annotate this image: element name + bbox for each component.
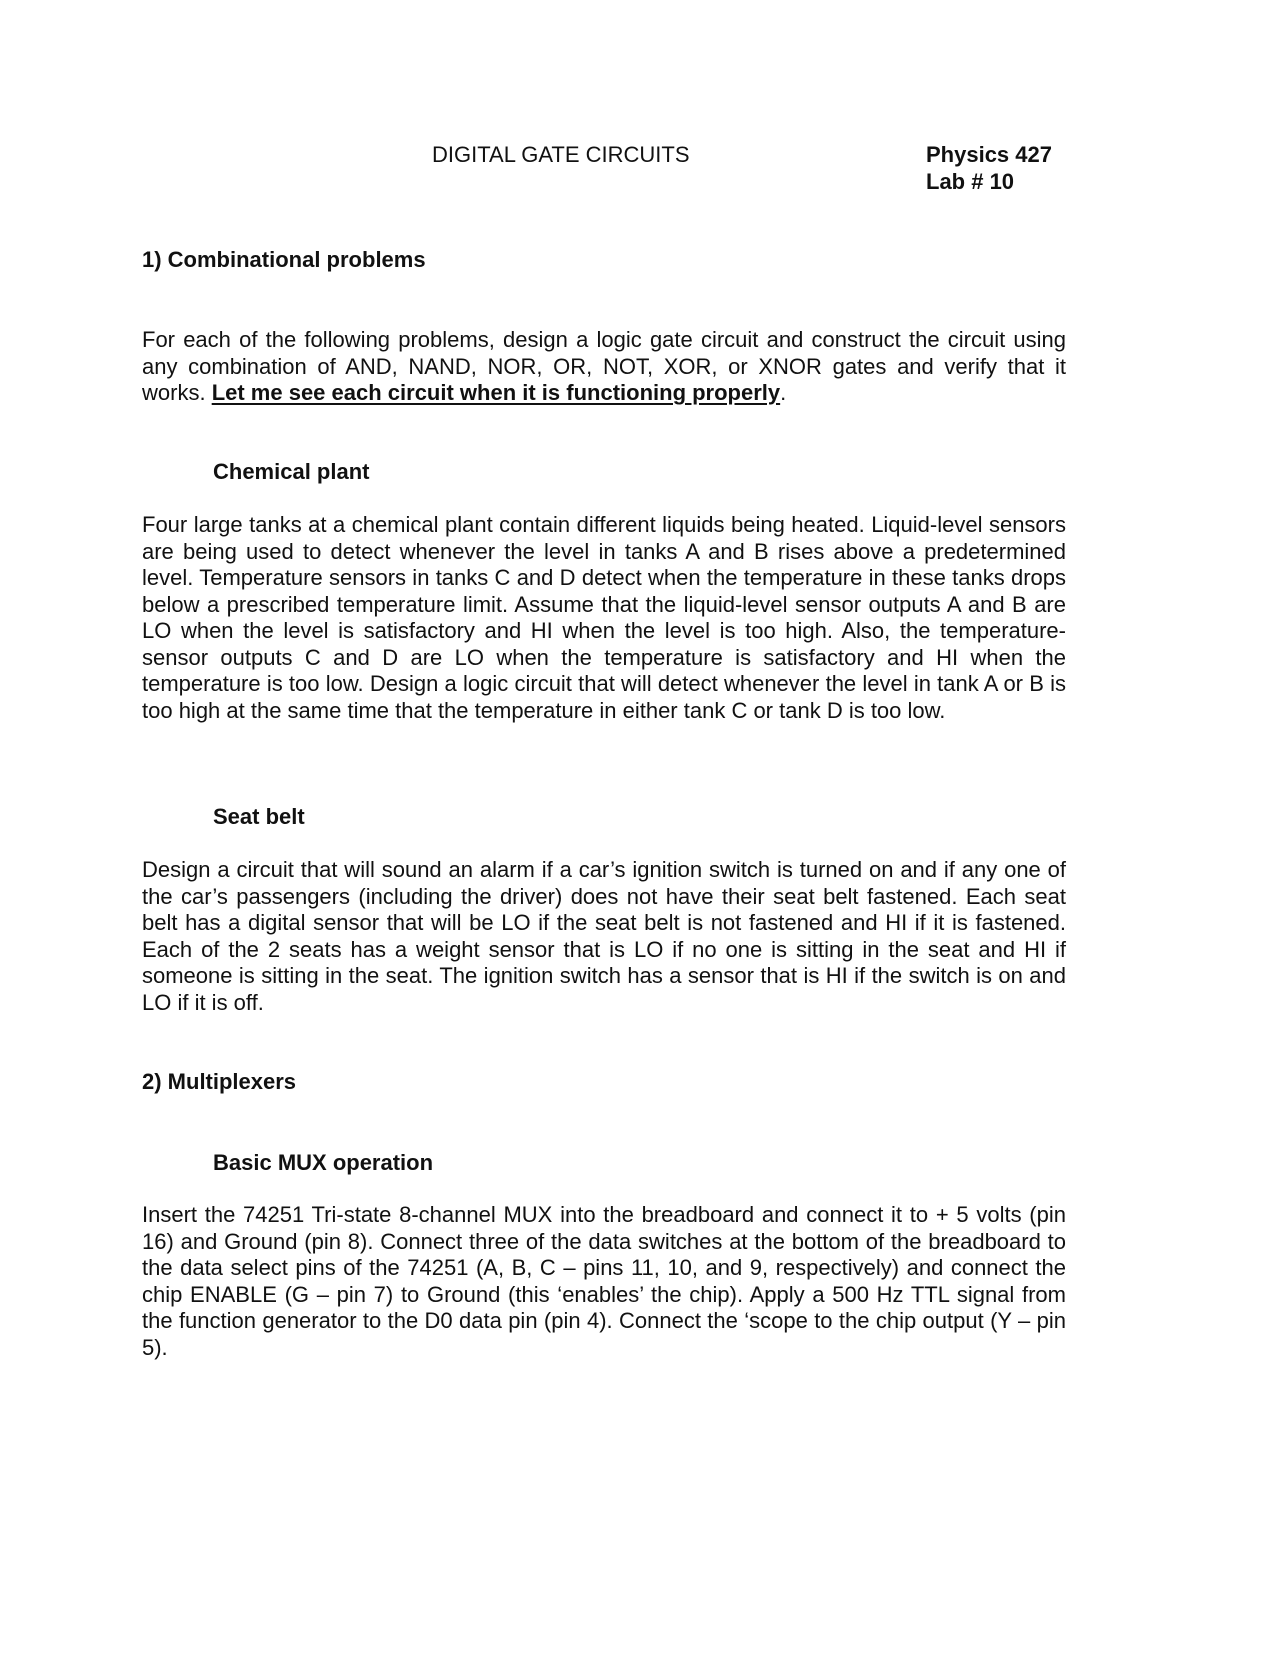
document-title: DIGITAL GATE CIRCUITS [432,142,690,167]
course-name: Physics 427 [926,142,1052,167]
seat-belt-text: Design a circuit that will sound an alarm if a car’s ignition switch is turned on and if any one of the car’s passengers (including the driver) does not have their seat belt fastened. Each seat belt has a digital sensor that will be LO if the seat belt is not fastened and HI if it is fastened. Each of the 2 seats has a weight sensor that is LO if no one is sitting in the seat and HI if someone is sitting in the seat. The ignition switch has a sensor that is HI if the switch is on and LO if it is off. [142,857,1066,1015]
seat-belt-heading: Seat belt [213,804,305,829]
intro-text: For each of the following problems, design a logic gate circuit and construct the circuit using any combination of AND, NAND, NOR, OR, NOT, XOR, or XNOR gates and verify that it works. [142,327,1066,405]
section-1-intro [142,327,1066,407]
chemical-plant-text: Four large tanks at a chemical plant contain different liquids being heated. Liquid-level sensors are being used to detect whenever the level in tanks A and B rises above a predetermined level. Temperature sensors in tanks C and D detect when the temperature in these tanks drops below a prescribed temperature limit. Assume that the liquid-level sensor outputs A and B are LO when the level is satisfactory and HI when the level is too high. Also, the temperature-sensor outputs C and D are LO when the temperature is satisfactory and HI when the temperature is too low. Design a logic circuit that will detect whenever the level in tank A or B is too high at the same time that the temperature in either tank C or tank D is too low. [142,512,1066,723]
intro-emphasis: Let me see each circuit when it is functioning properly [211,380,781,405]
mux-heading: Basic MUX operation [213,1150,434,1175]
intro-end: . [780,380,787,405]
course-info [926,142,1052,195]
lab-number: Lab # 10 [926,168,1015,194]
mux-text: Insert the 74251 Tri-state 8-channel MUX into the breadboard and connect it to + 5 volts (pin 16) and Ground (pin 8). Connect three of the data switches at the bottom of the breadboard to the data select pins of the 74251 (A, B, C – pins 11, 10, and 9, respectively) and connect the chip ENABLE (G – pin 7) to Ground (this ‘enables’ the chip). Apply a 500 Hz TTL signal from the function generator to the D0 data pin (pin 4). Connect the ‘scope to the chip output (Y – pin 5). [142,1202,1066,1360]
chemical-plant-heading: Chemical plant [213,459,370,484]
section-1-heading: 1) Combinational problems [142,247,426,272]
section-2-heading: 2) Multiplexers [142,1069,297,1094]
